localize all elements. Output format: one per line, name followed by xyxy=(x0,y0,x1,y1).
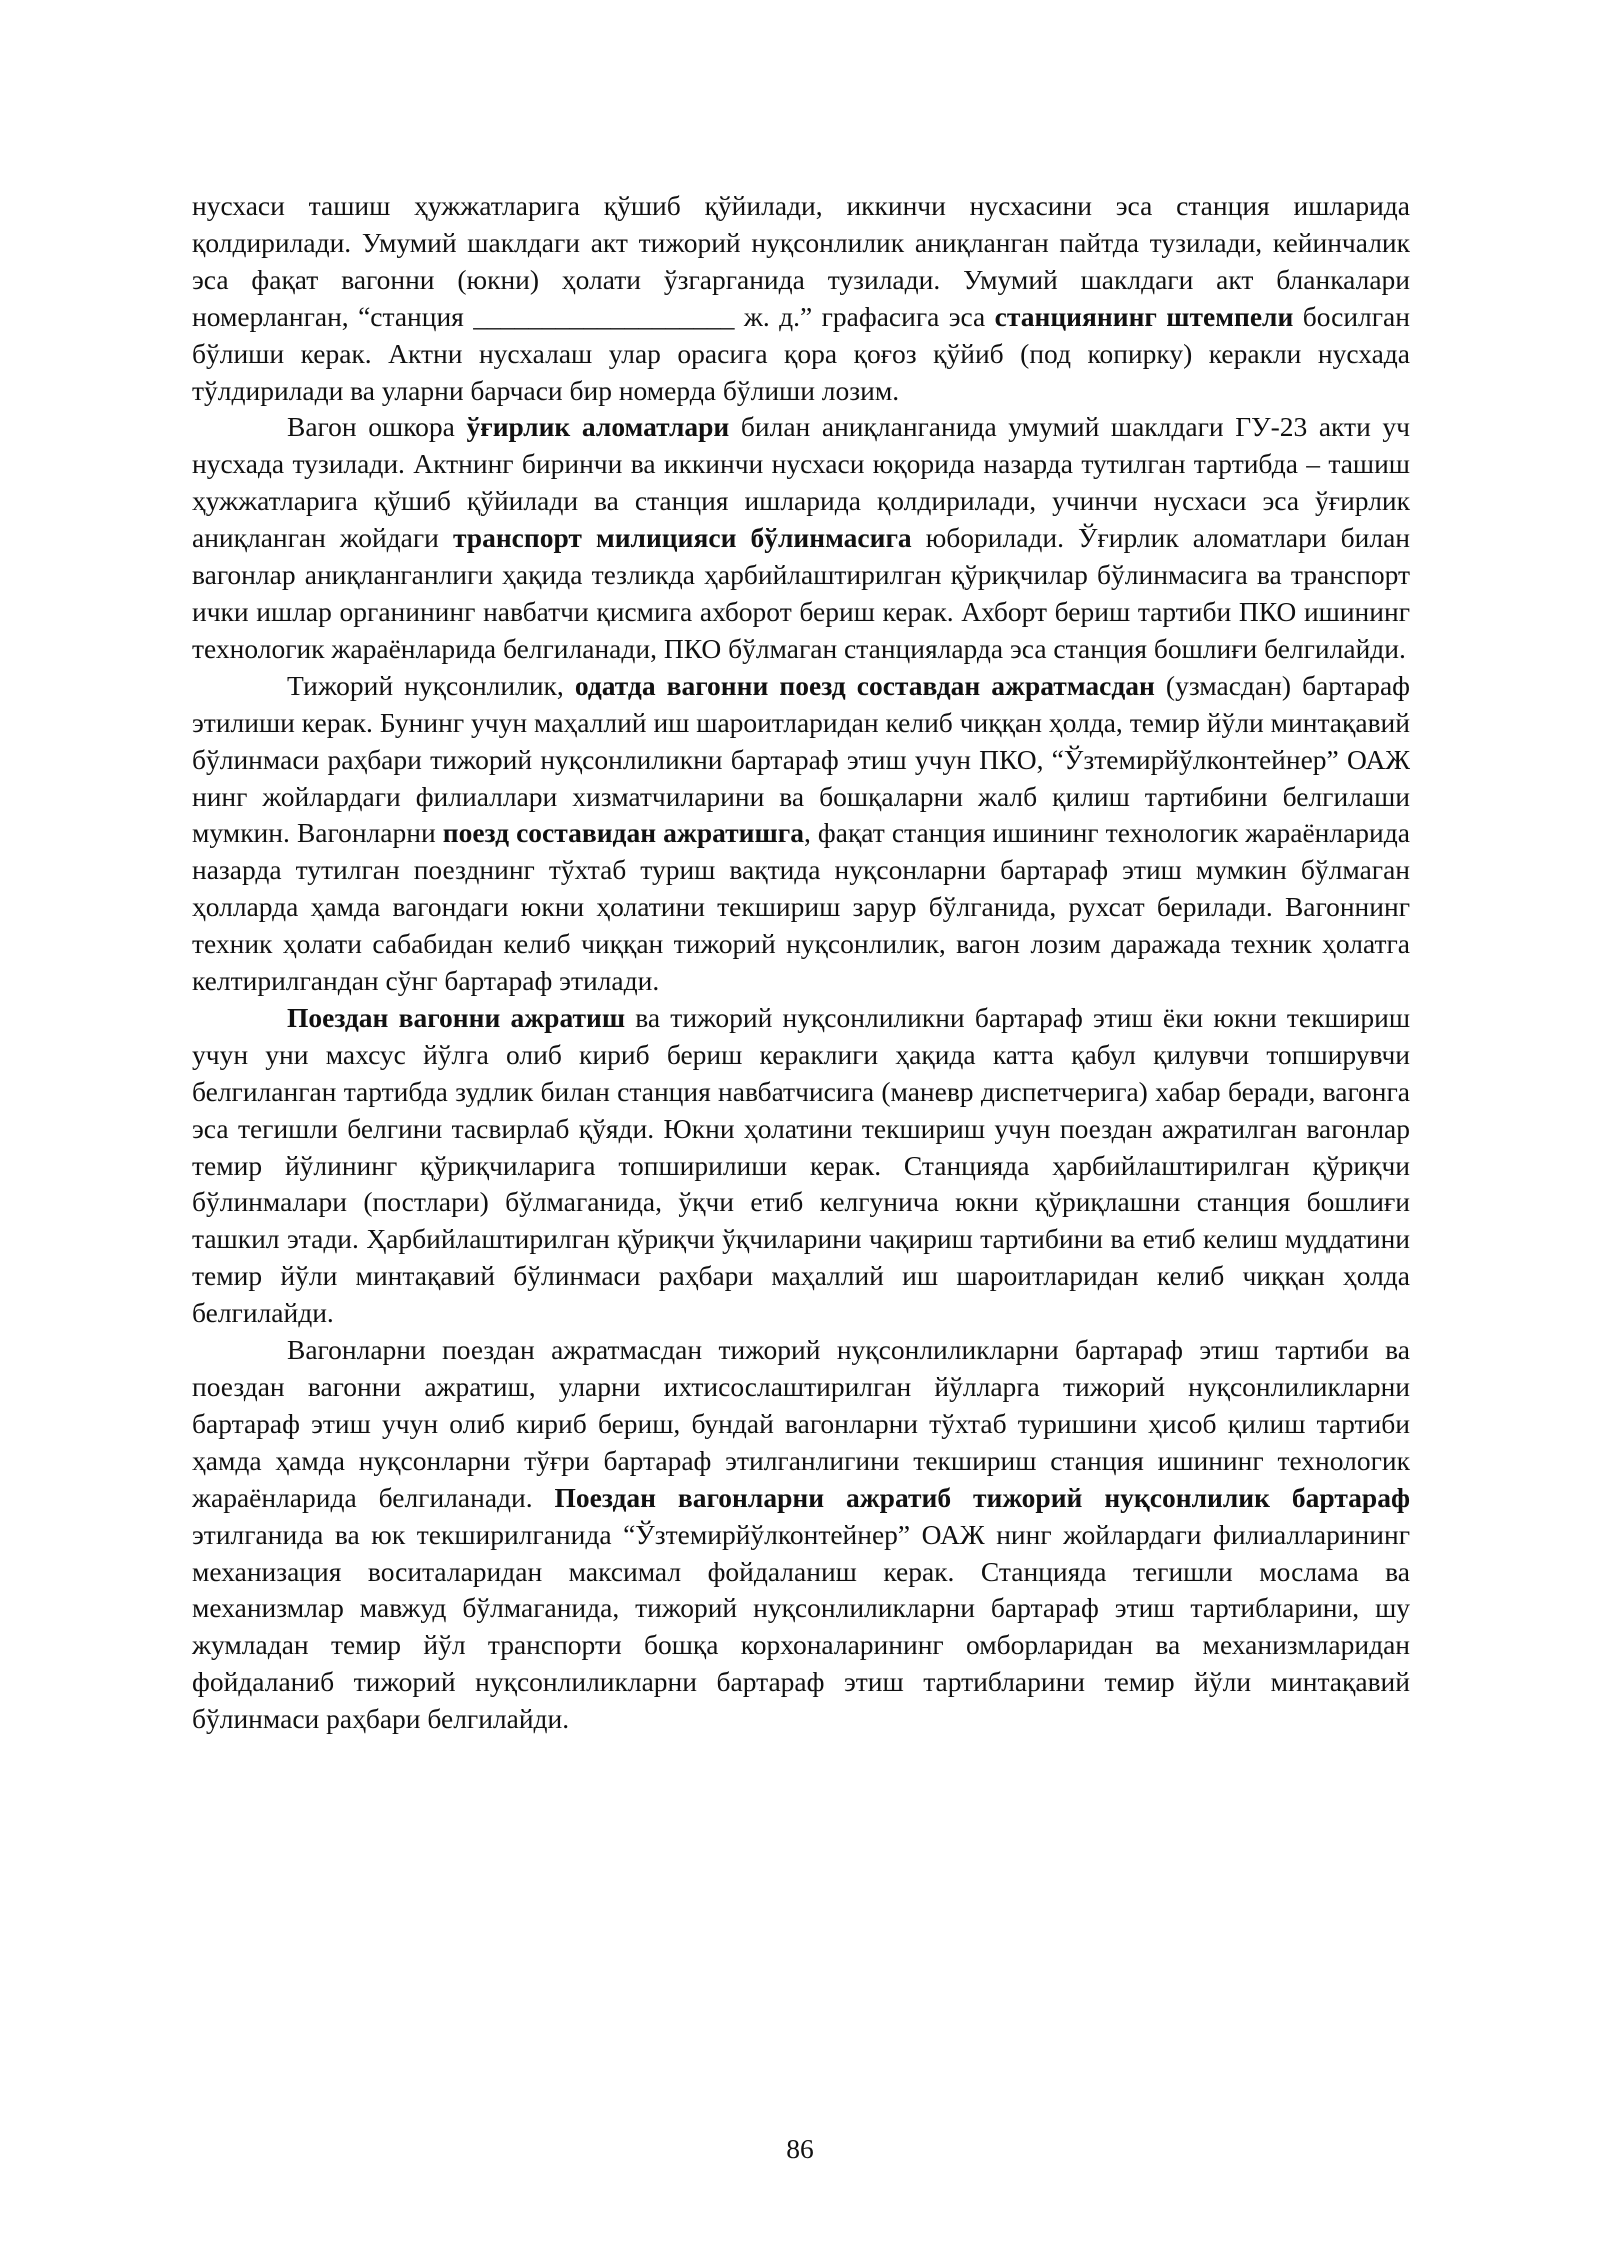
text-run: Вагонларни поездан ажратмасдан тижорий нуқсонлиликларни бартараф этиш тартиби ва поездан вагонни ажратиш, уларни ихтисослаштирилган йўлларга тижорий нуқсонлиликларни бартараф этиш учун олиб кириб бериш, бундай вагонларни тўхтаб туришини ҳисоб қилиш тартиби ҳамда ҳамда нуқсонларни тўғри бартараф этилганлигини текшириш станция ишининг технологик жараёнларида белгиланади. xyxy=(192,1334,1410,1513)
document-page xyxy=(192,188,1410,1738)
text-run: , фақат станция ишининг технологик жараёнларида назарда тутилган поезднинг тўхтаб туриш вақтида нуқсонларни бартараф этиш мумкин бўлмаган ҳолларда ҳамда вагондаги юкни ҳолатини текшириш зарур бўлганида, рухсат берилади. Вагоннинг техник ҳолати сабабидан келиб чиққан тижорий нуқсонлилик, вагон лозим даражада техник ҳолатга келтирилгандан сўнг бартараф этилади. xyxy=(192,817,1410,997)
text-run: ва тижорий нуқсонлиликни бартараф этиш ёки юкни текшириш учун уни махсус йўлга олиб кириб бериш кераклиги ҳақида катта қабул қилувчи топширувчи белгиланган тартибда зудлик билан станция навбатчисига (маневр диспетчерига) хабар беради, вагонга эса тегишли белгини тасвирлаб қўяди. Юкни ҳолатини текшириш учун поездан ажратилган вагонлар темир йўлининг қўриқчиларига топширилиши керак. Станцияда ҳарбийлаштирилган қўриқчи бўлинмалари (постлари) бўлмаганида, ўқчи етиб келгунича юкни қўриқлашни станция бошлиғи ташкил этади. Ҳарбийлаштирилган қўриқчи ўқчиларини чақириш тартибини ва етиб келиш муддатини темир йўли минтақавий бўлинмаси раҳбари маҳаллий иш шароитларидан келиб чиққан ҳолда белгилайди. xyxy=(192,1001,1410,1329)
bold-text-run: поезд составидан ажратишга xyxy=(442,817,804,849)
paragraph-4 xyxy=(192,1000,1410,1332)
bold-text-run: станциянинг штемпели xyxy=(994,300,1294,332)
paragraph-5 xyxy=(192,1332,1410,1738)
paragraph-3 xyxy=(192,668,1410,1000)
text-run: Вагон ошкора xyxy=(287,411,467,443)
paragraph-2 xyxy=(192,409,1410,667)
text-run: (узмасдан) бартараф этилиши керак. Бунинг учун маҳаллий иш шароитларидан келиб чиққан ҳолда, темир йўли минтақавий бўлинмаси раҳбари тижорий нуқсонлиликни бартараф этиш учун ПКО, “Ўзтемирйўлконтейнер” ОАЖ нинг жойлардаги филиаллари хизматчиларини ва бошқаларни жалб қилиш тартибини белгилаши мумкин. Вагонларни xyxy=(192,669,1410,849)
paragraph-1 xyxy=(192,188,1410,409)
bold-text-run: транспорт милицияси бўлинмасига xyxy=(452,522,912,554)
bold-text-run: Поездан вагонларни ажратиб тижорий нуқсонлилик бартараф xyxy=(554,1481,1410,1513)
text-run: билан аниқланганида умумий шаклдаги ГУ-23 акти уч нусхада тузилади. Актнинг биринчи ва иккинчи нусхаси юқорида назарда тутилган тартибда – ташиш ҳужжатларига қўшиб қўйилади ва станция ишларида қолдирилади, учинчи нусхаси эса ўғирлик аниқланган жойдаги xyxy=(192,411,1410,554)
page-number: 86 xyxy=(786,2133,814,2164)
bold-text-run: Поездан вагонни ажратиш xyxy=(287,1001,626,1033)
text-run: босилган бўлиши керак. Актни нусхалаш улар орасига қора қоғоз қўйиб (под копирку) керакли нусхада тўлдирилади ва уларни барчаси бир номерда бўлиши лозим. xyxy=(192,300,1410,406)
bold-text-run: ўғирлик аломатлари xyxy=(466,411,730,443)
text-run: Тижорий нуқсонлилик, xyxy=(287,669,575,701)
text-run: юборилади. Ўғирлик аломатлари билан вагонлар аниқланганлиги ҳақида тезликда ҳарбийлаштирилган қўриқчилар бўлинмасига ва транспорт ички ишлар органининг навбатчи қисмига ахборот бериш керак. Ахборт бериш тартиби ПКО ишининг технологик жараёнларида белгиланади, ПКО бўлмаган станцияларда эса станция бошлиғи белгилайди. xyxy=(192,522,1410,664)
bold-text-run: одатда вагонни поезд составдан ажратмасдан xyxy=(574,669,1155,701)
text-run: нусхаси ташиш ҳужжатларига қўшиб қўйилади, иккинчи нусхасини эса станция ишларида қолдирилади. Умумий шаклдаги акт тижорий нуқсонлилик аниқланган пайтда тузилади, кейинчалик эса фақат вагонни (юкни) ҳолати ўзгарганида тузилади. Умумий шаклдаги акт бланкалари номерланган, “станция ___________________ ж. д.” графасига эса xyxy=(192,190,1410,332)
text-run: этилганида ва юк текширилганида “Ўзтемирйўлконтейнер” ОАЖ нинг жойлардаги филиалларининг механизация воситаларидан максимал фойдаланиш керак. Станцияда тегишли мослама ва механизмлар мавжуд бўлмаганида, тижорий нуқсонлиликларни бартараф этиш тартибларини, шу жумладан темир йўл транспорти бошқа корхоналарининг омборларидан ва механизмларидан фойдаланиб тижорий нуқсонлиликларни бартараф этиш тартибларини темир йўли минтақавий бўлинмаси раҳбари белгилайди. xyxy=(192,1518,1410,1735)
